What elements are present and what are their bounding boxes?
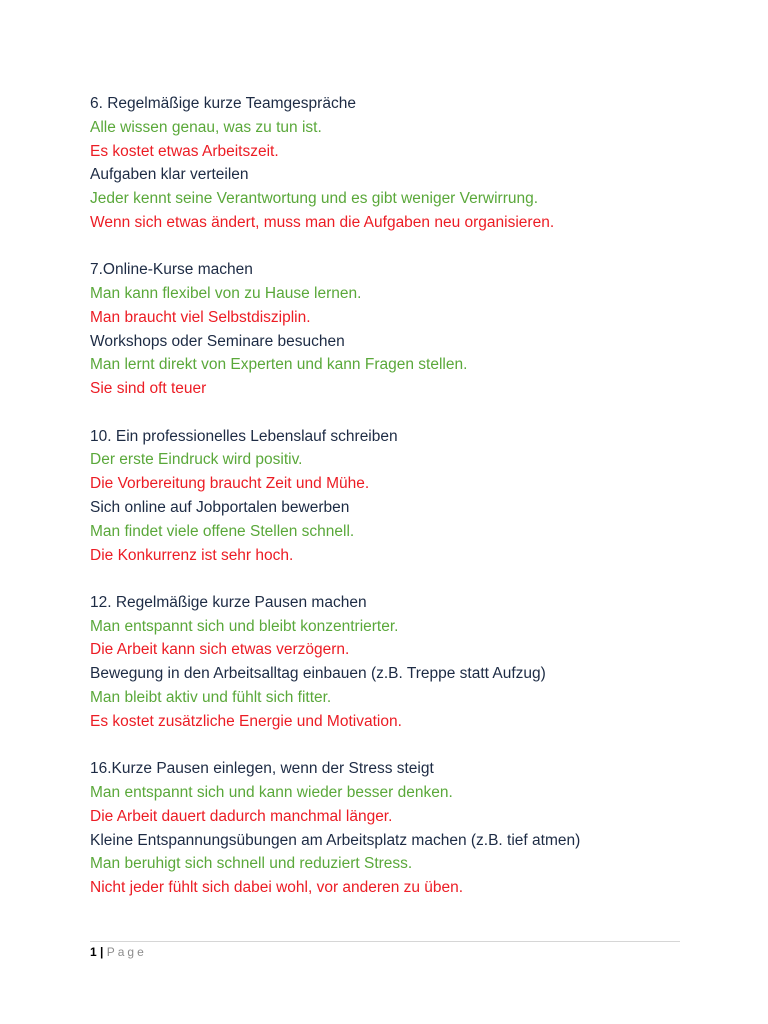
alternative-option: Workshops oder Seminare besuchen xyxy=(90,332,345,350)
disadvantage-text: Die Vorbereitung braucht Zeit und Mühe. xyxy=(90,475,370,493)
advantage-text: Alle wissen genau, was zu tun ist. xyxy=(90,118,322,136)
section-16 xyxy=(90,757,690,900)
section-heading: 12. Regelmäßige kurze Pausen machen xyxy=(90,593,367,611)
footer-divider xyxy=(90,941,680,942)
advantage-text: Man lernt direkt von Experten und kann Fragen stellen. xyxy=(90,356,468,374)
advantage-text: Man findet viele offene Stellen schnell. xyxy=(90,522,355,540)
disadvantage-text: Die Konkurrenz ist sehr hoch. xyxy=(90,546,294,564)
disadvantage-text: Sie sind oft teuer xyxy=(90,380,207,398)
disadvantage-text: Es kostet etwas Arbeitszeit. xyxy=(90,142,279,160)
section-heading: 16.Kurze Pausen einlegen, wenn der Stress steigt xyxy=(90,760,434,778)
advantage-text: Man beruhigt sich schnell und reduziert Stress. xyxy=(90,855,413,873)
disadvantage-text: Es kostet zusätzliche Energie und Motivation. xyxy=(90,712,402,730)
section-12 xyxy=(90,591,690,734)
section-heading: 7.Online-Kurse machen xyxy=(90,261,253,279)
section-heading: 6. Regelmäßige kurze Teamgespräche xyxy=(90,95,356,112)
page-footer xyxy=(90,944,147,960)
page-number: 1 xyxy=(90,945,97,959)
section-10 xyxy=(90,425,690,568)
disadvantage-text: Nicht jeder fühlt sich dabei wohl, vor anderen zu üben. xyxy=(90,879,464,897)
advantage-text: Man entspannt sich und kann wieder besser denken. xyxy=(90,783,453,801)
disadvantage-text: Die Arbeit dauert dadurch manchmal länger. xyxy=(90,807,393,825)
document-body xyxy=(90,92,690,923)
footer-separator: | xyxy=(100,945,104,959)
alternative-option: Bewegung in den Arbeitsalltag einbauen (z.B. Treppe statt Aufzug) xyxy=(90,665,546,683)
alternative-option: Aufgaben klar verteilen xyxy=(90,166,249,184)
advantage-text: Der erste Eindruck wird positiv. xyxy=(90,451,303,469)
advantage-text: Man bleibt aktiv und fühlt sich fitter. xyxy=(90,689,332,707)
advantage-text: Man entspannt sich und bleibt konzentrierter. xyxy=(90,617,399,635)
alternative-option: Sich online auf Jobportalen bewerben xyxy=(90,498,350,516)
disadvantage-text: Man braucht viel Selbstdisziplin. xyxy=(90,308,311,326)
disadvantage-text: Wenn sich etwas ändert, muss man die Aufgaben neu organisieren. xyxy=(90,213,555,231)
advantage-text: Jeder kennt seine Verantwortung und es gibt weniger Verwirrung. xyxy=(90,190,539,208)
section-6 xyxy=(90,92,690,235)
alternative-option: Kleine Entspannungsübungen am Arbeitsplatz machen (z.B. tief atmen) xyxy=(90,831,581,849)
page-label: Page xyxy=(106,945,147,959)
advantage-text: Man kann flexibel von zu Hause lernen. xyxy=(90,285,362,303)
section-7 xyxy=(90,258,690,401)
section-heading: 10. Ein professionelles Lebenslauf schreiben xyxy=(90,427,398,445)
disadvantage-text: Die Arbeit kann sich etwas verzögern. xyxy=(90,641,350,659)
